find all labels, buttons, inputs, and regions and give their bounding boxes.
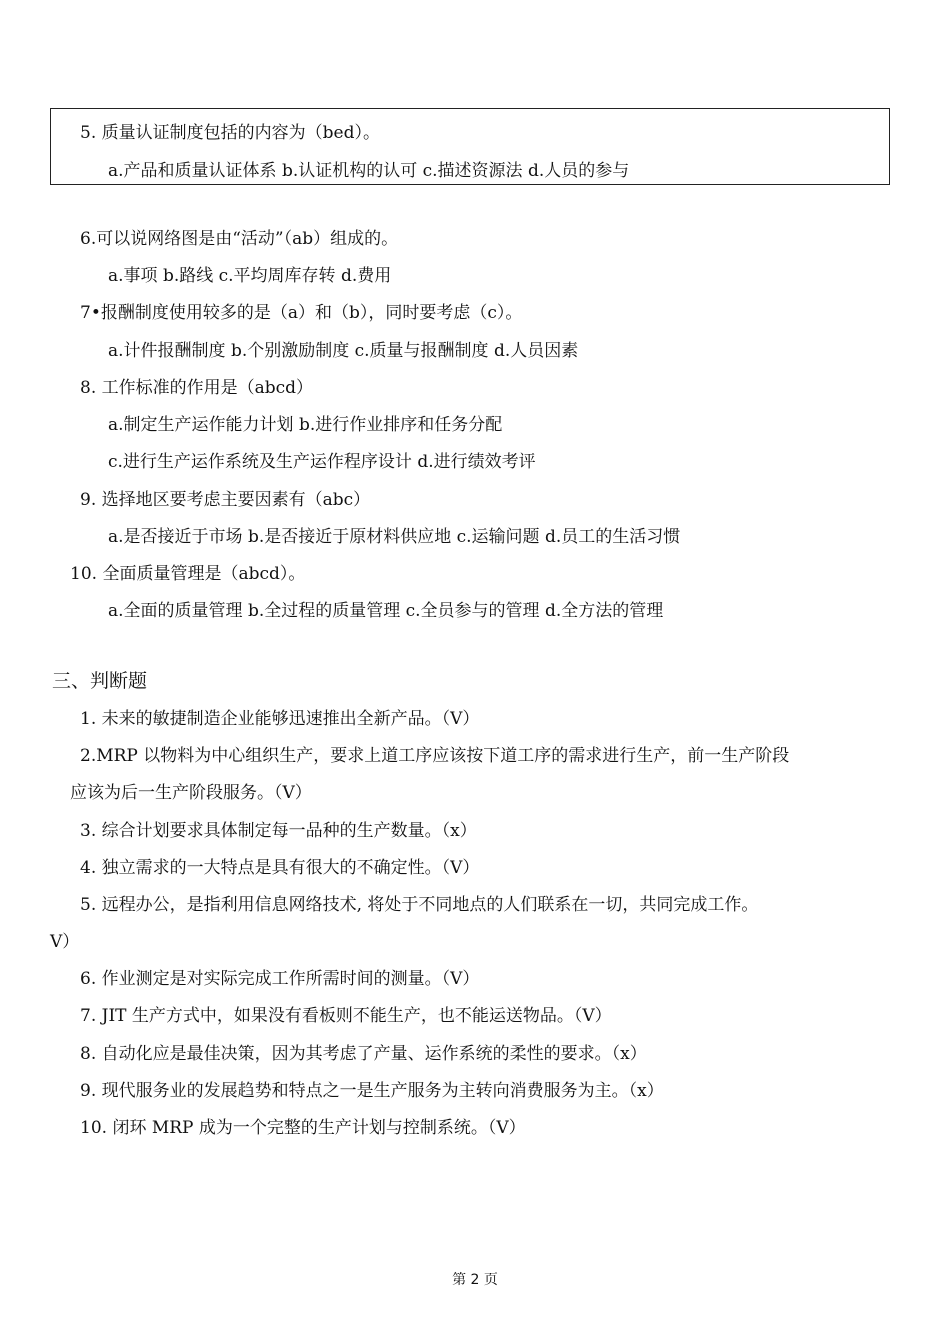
question-8-options-2: c.进行生产运作系统及生产运作程序设计 d.进行绩效考评 [108,452,536,472]
question-6-options: a.事项 b.路线 c.平均周库存转 d.费用 [108,266,392,286]
question-9-options: a.是否接近于市场 b.是否接近于原材料供应地 c.运输问题 d.员工的生活习惯 [108,527,681,547]
question-6: 6.可以说网络图是由“活动”（ab）组成的。 [80,229,399,249]
judgment-2: 2.MRP 以物料为中心组织生产，要求上道工序应该按下道工序的需求进行生产，前一生产阶段 [80,746,790,766]
page-number: 第 2 页 [452,1272,498,1288]
question-8-options-1: a.制定生产运作能力计划 b.进行作业排序和任务分配 [108,415,503,435]
judgment-4: 4. 独立需求的一大特点是具有很大的不确定性。（V） [80,858,480,878]
judgment-5: 5. 远程办公，是指利用信息网络技术, 将处于不同地点的人们联系在一切，共同完成工作。 [80,895,759,915]
judgment-9: 9. 现代服务业的发展趋势和特点之一是生产服务为主转向消费服务为主。（x） [80,1081,664,1101]
judgment-5-cont: V） [50,932,80,952]
question-5: 5. 质量认证制度包括的内容为（bed）。 [80,123,380,143]
judgment-7: 7. JIT 生产方式中，如果没有看板则不能生产，也不能运送物品。（V） [80,1006,612,1026]
judgment-1: 1. 未来的敏捷制造企业能够迅速推出全新产品。（V） [80,709,480,729]
question-7-options: a.计件报酬制度 b.个别激励制度 c.质量与报酬制度 d.人员因素 [108,341,579,361]
judgment-3: 3. 综合计划要求具体制定每一品种的生产数量。（x） [80,821,477,841]
question-10-options: a.全面的质量管理 b.全过程的质量管理 c.全员参与的管理 d.全方法的管理 [108,601,664,621]
judgment-10: 10. 闭环 MRP 成为一个完整的生产计划与控制系统。（V） [80,1118,526,1138]
question-8: 8. 工作标准的作用是（abcd） [80,378,314,398]
question-5-options: a.产品和质量认证体系 b.认证机构的认可 c.描述资源法 d.人员的参与 [108,161,630,181]
judgment-8: 8. 自动化应是最佳决策，因为其考虑了产量、运作系统的柔性的要求。（x） [80,1044,647,1064]
question-9: 9. 选择地区要考虑主要因素有（abc） [80,490,371,510]
question-10: 10. 全面质量管理是（abcd）。 [70,564,306,584]
section-title: 三、判断题 [52,670,148,692]
question-7: 7•报酬制度使用较多的是（a）和（b），同时要考虑（c）。 [80,303,523,323]
judgment-2-cont: 应该为后一生产阶段服务。（V） [70,783,312,803]
judgment-6: 6. 作业测定是对实际完成工作所需时间的测量。（V） [80,969,480,989]
